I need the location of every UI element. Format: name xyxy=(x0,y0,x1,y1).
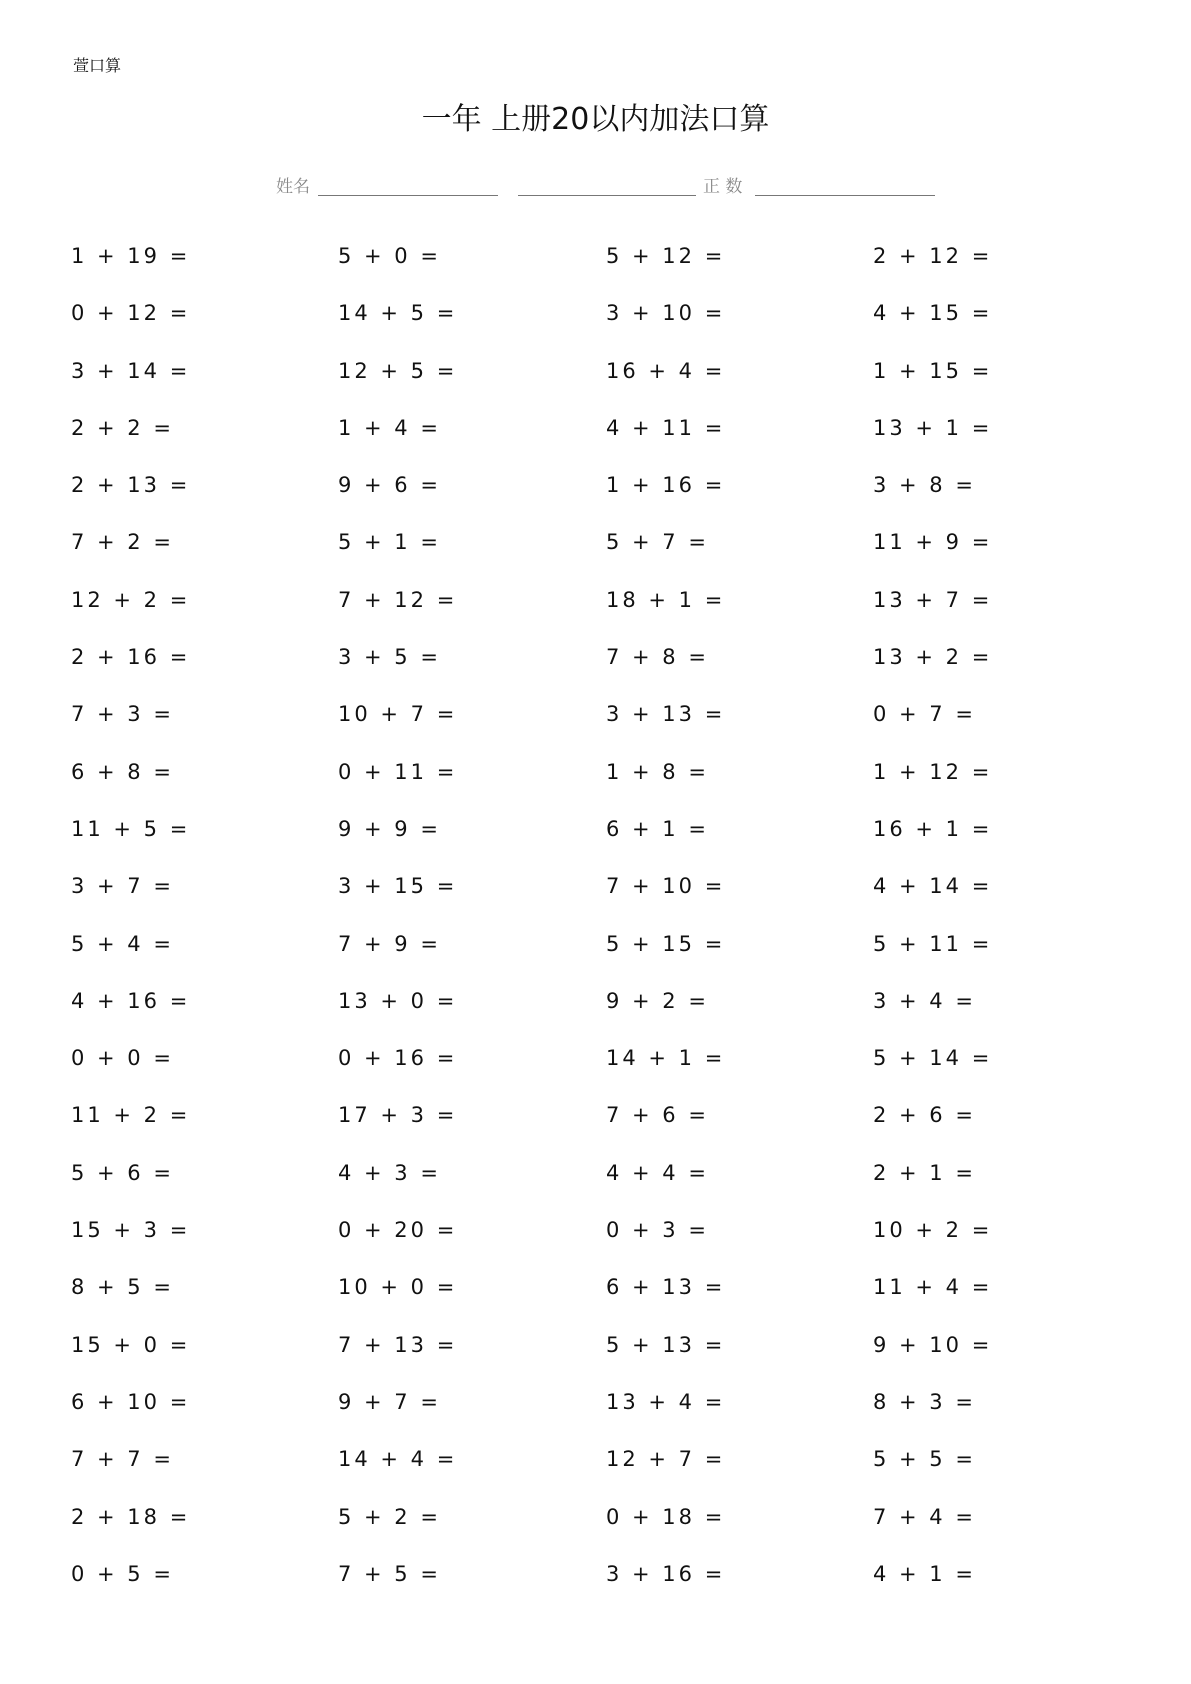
problem-item: 4 + 1 = xyxy=(873,1561,976,1586)
problem-row xyxy=(0,300,1191,357)
problem-item: 7 + 12 = xyxy=(338,587,458,612)
problem-item: 4 + 4 = xyxy=(606,1160,709,1185)
header-label: 萱口算 xyxy=(73,56,122,75)
problem-item: 5 + 11 = xyxy=(873,931,993,956)
problem-item: 13 + 7 = xyxy=(873,587,993,612)
problem-item: 14 + 5 = xyxy=(338,301,458,326)
problem-item: 18 + 1 = xyxy=(606,587,726,612)
problem-row xyxy=(0,587,1191,644)
problem-item: 3 + 5 = xyxy=(338,645,441,670)
problem-item: 17 + 3 = xyxy=(338,1103,458,1128)
problem-row xyxy=(0,243,1191,300)
problem-row xyxy=(0,1102,1191,1159)
problem-item: 11 + 9 = xyxy=(873,530,993,555)
problem-row xyxy=(0,529,1191,586)
problem-item: 0 + 11 = xyxy=(338,759,458,784)
problem-item: 2 + 12 = xyxy=(873,244,993,268)
problem-item: 13 + 1 = xyxy=(873,415,993,440)
problem-item: 2 + 2 = xyxy=(71,415,174,440)
problem-item: 3 + 10 = xyxy=(606,301,726,326)
problem-item: 8 + 3 = xyxy=(873,1389,976,1414)
problem-item: 0 + 5 = xyxy=(71,1561,174,1586)
problem-item: 16 + 4 = xyxy=(606,358,726,383)
problem-row xyxy=(0,472,1191,529)
problem-item: 16 + 1 = xyxy=(873,816,993,841)
score-field-line[interactable] xyxy=(755,195,935,196)
problem-item: 5 + 1 = xyxy=(338,530,441,555)
problem-item: 1 + 4 = xyxy=(338,415,441,440)
problem-item: 7 + 2 = xyxy=(71,530,174,555)
problem-item: 9 + 10 = xyxy=(873,1332,993,1357)
problem-item: 3 + 7 = xyxy=(71,874,174,899)
problem-item: 14 + 1 = xyxy=(606,1046,726,1071)
problem-item: 12 + 2 = xyxy=(71,587,191,612)
problem-item: 11 + 5 = xyxy=(71,816,191,841)
problem-item: 5 + 2 = xyxy=(338,1504,441,1529)
problem-row xyxy=(0,1160,1191,1217)
problem-item: 15 + 3 = xyxy=(71,1218,191,1243)
problem-item: 7 + 4 = xyxy=(873,1504,976,1529)
problem-item: 8 + 5 = xyxy=(71,1275,174,1300)
problem-row xyxy=(0,415,1191,472)
problem-item: 0 + 20 = xyxy=(338,1218,458,1243)
problem-item: 4 + 11 = xyxy=(606,415,726,440)
problem-row xyxy=(0,358,1191,415)
blank-field-line[interactable] xyxy=(518,195,696,196)
problem-item: 13 + 2 = xyxy=(873,645,993,670)
problem-item: 5 + 12 = xyxy=(606,244,726,268)
problem-item: 11 + 4 = xyxy=(873,1275,993,1300)
problem-item: 1 + 8 = xyxy=(606,759,709,784)
problem-item: 1 + 16 = xyxy=(606,473,726,498)
problem-item: 2 + 13 = xyxy=(71,473,191,498)
problem-item: 3 + 14 = xyxy=(71,358,191,383)
problem-item: 6 + 1 = xyxy=(606,816,709,841)
problem-item: 0 + 3 = xyxy=(606,1218,709,1243)
problem-item: 2 + 1 = xyxy=(873,1160,976,1185)
problem-item: 3 + 15 = xyxy=(338,874,458,899)
student-info-row xyxy=(0,176,1191,200)
problem-item: 0 + 0 = xyxy=(71,1046,174,1071)
problem-item: 0 + 18 = xyxy=(606,1504,726,1529)
problem-item: 5 + 6 = xyxy=(71,1160,174,1185)
problem-item: 14 + 4 = xyxy=(338,1447,458,1472)
problem-item: 4 + 14 = xyxy=(873,874,993,899)
problem-item: 11 + 2 = xyxy=(71,1103,191,1128)
problem-item: 2 + 6 = xyxy=(873,1103,976,1128)
problem-row xyxy=(0,701,1191,758)
problem-row xyxy=(0,1504,1191,1561)
problem-item: 5 + 7 = xyxy=(606,530,709,555)
problem-item: 7 + 13 = xyxy=(338,1332,458,1357)
page-title: 一年 上册20以内加法口算 xyxy=(421,102,770,137)
problem-row xyxy=(0,1561,1191,1618)
problem-row xyxy=(0,1045,1191,1102)
problem-item: 6 + 10 = xyxy=(71,1389,191,1414)
problem-item: 7 + 6 = xyxy=(606,1103,709,1128)
problem-item: 0 + 12 = xyxy=(71,301,191,326)
problem-item: 4 + 15 = xyxy=(873,301,993,326)
problem-item: 2 + 18 = xyxy=(71,1504,191,1529)
name-label: 姓名 xyxy=(276,177,310,197)
problem-item: 0 + 7 = xyxy=(873,702,976,727)
problem-item: 2 + 16 = xyxy=(71,645,191,670)
problem-row xyxy=(0,1332,1191,1389)
problem-item: 12 + 7 = xyxy=(606,1447,726,1472)
problem-item: 15 + 0 = xyxy=(71,1332,191,1357)
problem-row xyxy=(0,1217,1191,1274)
problem-item: 5 + 0 = xyxy=(338,244,441,268)
problem-item: 12 + 5 = xyxy=(338,358,458,383)
problem-item: 7 + 8 = xyxy=(606,645,709,670)
problem-item: 9 + 6 = xyxy=(338,473,441,498)
problem-item: 9 + 2 = xyxy=(606,988,709,1013)
problem-item: 1 + 15 = xyxy=(873,358,993,383)
problem-item: 5 + 14 = xyxy=(873,1046,993,1071)
problem-row xyxy=(0,644,1191,701)
problem-item: 9 + 7 = xyxy=(338,1389,441,1414)
problem-item: 4 + 3 = xyxy=(338,1160,441,1185)
problem-item: 10 + 0 = xyxy=(338,1275,458,1300)
problem-row xyxy=(0,988,1191,1045)
problem-item: 6 + 13 = xyxy=(606,1275,726,1300)
problem-row xyxy=(0,759,1191,816)
name-field-line[interactable] xyxy=(318,195,498,196)
problem-item: 9 + 9 = xyxy=(338,816,441,841)
problem-item: 1 + 19 = xyxy=(71,244,191,268)
problem-row xyxy=(0,816,1191,873)
problem-item: 7 + 3 = xyxy=(71,702,174,727)
problem-item: 5 + 13 = xyxy=(606,1332,726,1357)
problem-row xyxy=(0,1274,1191,1331)
problem-item: 0 + 16 = xyxy=(338,1046,458,1071)
problem-item: 3 + 16 = xyxy=(606,1561,726,1586)
problem-item: 5 + 5 = xyxy=(873,1447,976,1472)
problem-item: 7 + 7 = xyxy=(71,1447,174,1472)
problem-item: 3 + 13 = xyxy=(606,702,726,727)
problem-item: 10 + 2 = xyxy=(873,1218,993,1243)
problem-row xyxy=(0,873,1191,930)
problem-item: 3 + 4 = xyxy=(873,988,976,1013)
problem-item: 5 + 15 = xyxy=(606,931,726,956)
problem-item: 13 + 0 = xyxy=(338,988,458,1013)
problem-item: 5 + 4 = xyxy=(71,931,174,956)
problem-row xyxy=(0,931,1191,988)
problem-item: 10 + 7 = xyxy=(338,702,458,727)
score-label: 正 数 xyxy=(703,177,743,197)
problem-row xyxy=(0,1389,1191,1446)
problem-item: 4 + 16 = xyxy=(71,988,191,1013)
problem-item: 7 + 9 = xyxy=(338,931,441,956)
problem-row xyxy=(0,1446,1191,1503)
problem-item: 3 + 8 = xyxy=(873,473,976,498)
problem-item: 13 + 4 = xyxy=(606,1389,726,1414)
problem-item: 6 + 8 = xyxy=(71,759,174,784)
problem-item: 1 + 12 = xyxy=(873,759,993,784)
problem-item: 7 + 5 = xyxy=(338,1561,441,1586)
problem-grid xyxy=(0,243,1191,1618)
problem-item: 7 + 10 = xyxy=(606,874,726,899)
